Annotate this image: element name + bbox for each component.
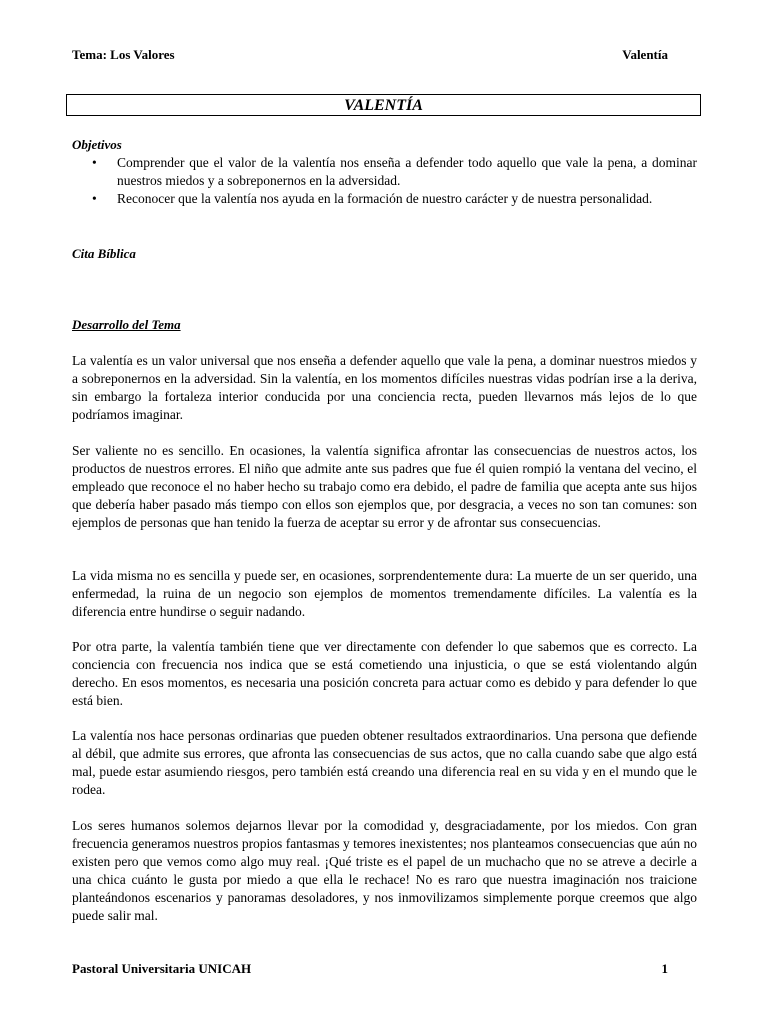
objectives-heading: Objetivos	[72, 137, 122, 152]
paragraph-5-wrap	[72, 727, 697, 799]
objectives-section	[72, 136, 697, 208]
cita-heading: Cita Bíblica	[72, 246, 136, 261]
document-title: VALENTÍA	[66, 94, 701, 116]
paragraph: Ser valiente no es sencillo. En ocasiones, la valentía significa afrontar las consecuencias de nuestros actos, los productos de nuestros errores. El niño que admite ante sus padres que fue él quien rompió la ventana del vecino, el empleado que reconoce el no haber hecho su trabajo como era debido, el padre de familia que acepta ante sus hijos que debería haber pasado más tiempo con ellos son ejemplos que, por desgracia, a veces no son tan comunes: son ejemplos de personas que han tenido la fuerza de aceptar su error y de afrontar sus consecuencias.	[72, 443, 697, 530]
page-footer	[72, 961, 668, 979]
page-header	[72, 47, 668, 65]
paragraph: La vida misma no es sencilla y puede ser, en ocasiones, sorprendentemente dura: La muerte de un ser querido, una enfermedad, la ruina de un negocio son ejemplos de momentos tremendamente difíciles. La valentía es la diferencia entre hundirse o seguir nadando.	[72, 568, 697, 619]
desarrollo-heading: Desarrollo del Tema	[72, 317, 181, 332]
bullet-icon: •	[92, 191, 97, 206]
paragraph-6-wrap	[72, 817, 697, 925]
paragraph-3-wrap	[72, 567, 697, 621]
paragraph-4-wrap	[72, 638, 697, 710]
cita-section	[72, 245, 697, 263]
objective-text: Comprender que el valor de la valentía nos enseña a defender todo aquello que vale la pena, a dominar nuestros miedos y a sobreponernos en la adversidad.	[117, 155, 697, 188]
desarrollo-heading-wrap	[72, 316, 697, 334]
footer-org: Pastoral Universitaria UNICAH	[72, 961, 252, 976]
paragraph: Los seres humanos solemos dejarnos llevar por la comodidad y, desgraciadamente, por los miedos. Con gran frecuencia generamos nuestros propios fantasmas y temores inexistentes; nos planteamos consecuencias que aún no existen pero que vemos como algo muy real. ¡Qué triste es el papel de un muchacho que no se atreve a decirle a una chica cuánto le gusta por miedo a que ella le rechace! No es raro que nuestra imaginación nos traicione planteándonos escenarios y panoramas desoladores, y nos inmovilizamos simplemente porque creemos que algo puede salir mal.	[72, 818, 697, 923]
paragraph: La valentía es un valor universal que nos enseña a defender aquello que vale la pena, a dominar nuestros miedos y a sobreponernos en la adversidad. Sin la valentía, en los momentos difíciles nuestras vidas podrían irse a la deriva, sin embargo la fortaleza interior conducida por una conciencia recta, pueden llevarnos más lejos de lo que podríamos imaginar.	[72, 353, 697, 422]
paragraph: La valentía nos hace personas ordinarias que pueden obtener resultados extraordinarios. Una persona que defiende al débil, que admite sus errores, que afronta las consecuencias de sus actos, que no calla cuando sabe que algo está mal, puede estar asumiendo riesgos, pero también está creando una diferencia real en su vida y en el mundo que le rodea.	[72, 728, 697, 797]
header-topic: Tema: Los Valores	[72, 47, 175, 62]
paragraph: Por otra parte, la valentía también tiene que ver directamente con defender lo que sabemos que es correcto. La conciencia con frecuencia nos indica que se está cometiendo una injusticia, o que se está violentando algún derecho. En esos momentos, es necesaria una posición concreta para actuar como es debido y para defender lo que está bien.	[72, 639, 697, 708]
bullet-icon: •	[92, 155, 97, 170]
objectives-list	[72, 154, 697, 208]
list-item	[72, 190, 697, 208]
page-number: 1	[661, 961, 668, 976]
header-section: Valentía	[622, 47, 668, 62]
paragraph-1-wrap	[72, 352, 697, 424]
list-item	[72, 154, 697, 190]
objective-text: Reconocer que la valentía nos ayuda en la formación de nuestro carácter y de nuestra personalidad.	[117, 191, 653, 206]
paragraph-2-wrap	[72, 442, 697, 532]
